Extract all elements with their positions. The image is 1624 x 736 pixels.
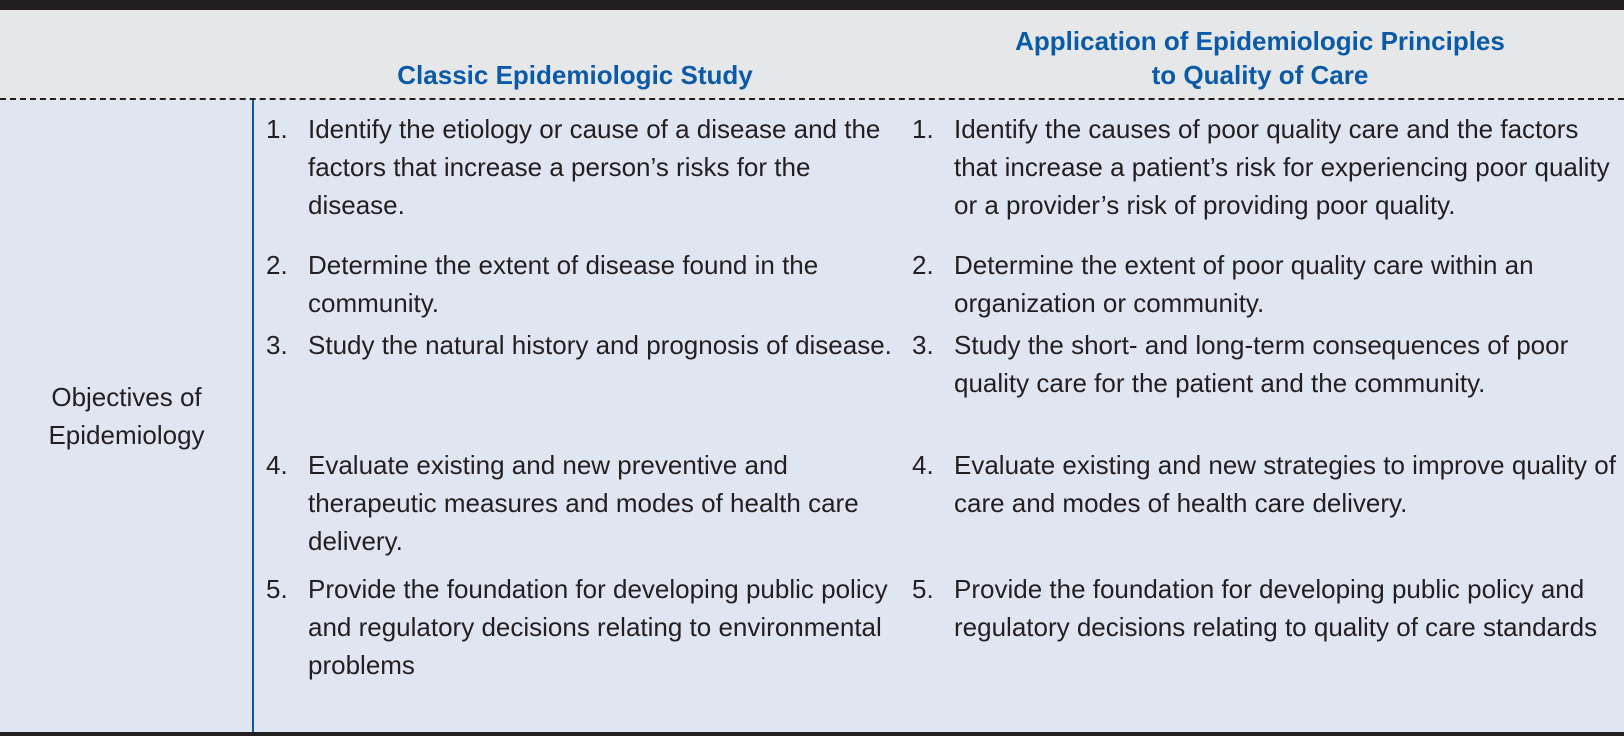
table-header: [0, 10, 1624, 100]
item-number: 1.: [912, 114, 934, 144]
row-label-line2: Epidemiology: [48, 420, 205, 450]
list-item: [262, 570, 892, 688]
item-number: 2.: [912, 250, 934, 280]
item-number: 5.: [266, 574, 288, 604]
item-text: Study the short- and long-term consequences of poor quality care for the patient and the community.: [954, 330, 1569, 398]
list-item: [262, 326, 892, 446]
column-header-applied-line1: Application of Epidemiologic Principles: [1015, 26, 1505, 56]
table-body: [0, 100, 1624, 732]
list-item: [908, 446, 1620, 570]
applied-objectives-list: [908, 110, 1620, 688]
item-text: Determine the extent of poor quality care within an organization or community.: [954, 250, 1534, 318]
item-number: 4.: [266, 450, 288, 480]
item-text: Provide the foundation for developing public policy and regulatory decisions relating to environmental problems: [308, 574, 888, 680]
item-text: Identify the etiology or cause of a disease and the factors that increase a person’s risks for the disease.: [308, 114, 881, 220]
list-item: [262, 246, 892, 326]
item-text: Determine the extent of disease found in the community.: [308, 250, 819, 318]
column-header-applied: [900, 24, 1620, 92]
item-text: Evaluate existing and new preventive and therapeutic measures and modes of health care delivery.: [308, 450, 859, 556]
list-item: [262, 110, 892, 246]
item-number: 4.: [912, 450, 934, 480]
list-item: [262, 446, 892, 570]
item-text: Identify the causes of poor quality care and the factors that increase a patient’s risk for experiencing poor quality or a provider’s risk of providing poor quality.: [954, 114, 1610, 220]
bottom-rule: [0, 732, 1624, 736]
column-header-classic-text: Classic Epidemiologic Study: [397, 60, 753, 90]
item-text: Evaluate existing and new strategies to improve quality of care and modes of health care delivery.: [954, 450, 1616, 518]
item-number: 2.: [266, 250, 288, 280]
item-number: 3.: [912, 330, 934, 360]
item-text: Study the natural history and prognosis of disease.: [308, 330, 892, 360]
list-item: [908, 570, 1620, 688]
list-item: [908, 326, 1620, 446]
item-number: 5.: [912, 574, 934, 604]
column-divider: [252, 100, 254, 732]
row-label: [0, 100, 253, 732]
item-number: 3.: [266, 330, 288, 360]
classic-objectives-list: [262, 110, 892, 688]
list-item: [908, 246, 1620, 326]
row-label-line1: Objectives of: [51, 382, 202, 412]
item-number: 1.: [266, 114, 288, 144]
item-text: Provide the foundation for developing public policy and regulatory decisions relating to quality of care standards: [954, 574, 1598, 642]
column-header-applied-line2: to Quality of Care: [1151, 60, 1369, 90]
top-rule: [0, 0, 1624, 10]
column-header-classic: [255, 58, 895, 92]
list-item: [908, 110, 1620, 246]
